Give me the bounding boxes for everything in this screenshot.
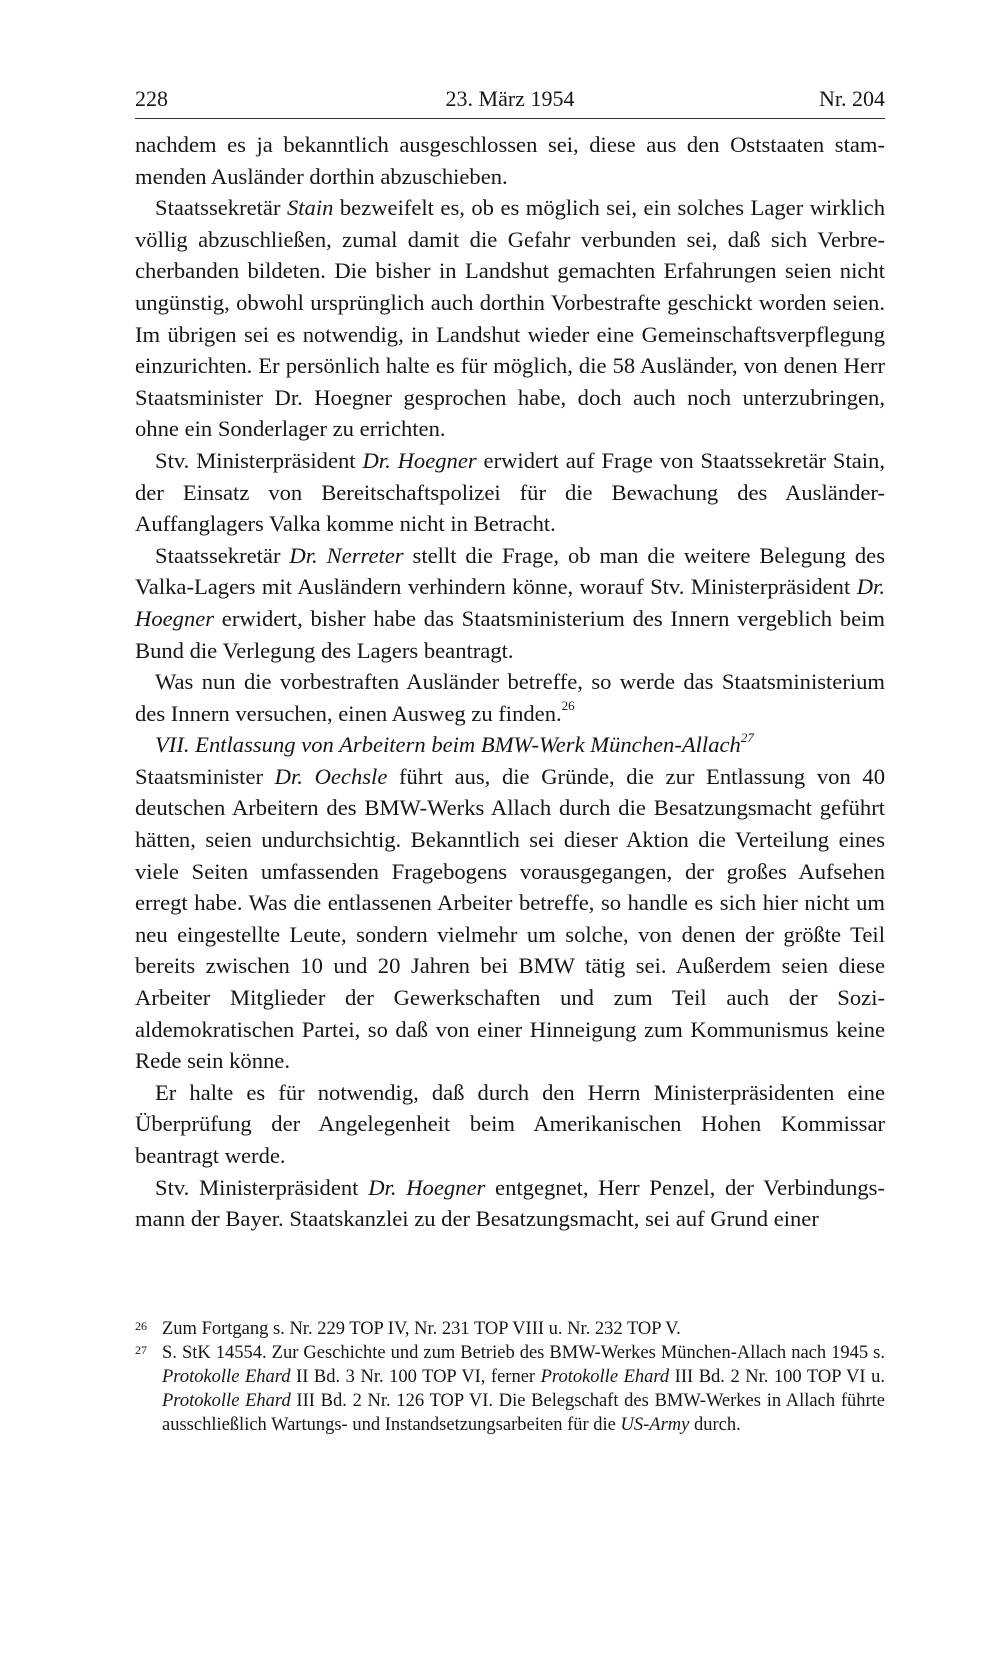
body-text [135, 129, 885, 1235]
footnote-text: III Bd. 2 Nr. 126 TOP VI. Die Belegschaft des BMW-Werkes in Allach führte ausschließlich Wartungs- und Instandsetzungsarbeiten für die [162, 1391, 885, 1435]
paragraph-2-lead: Staatssekretär [155, 195, 287, 221]
page-number: 228 [135, 86, 168, 111]
citation-title: Protokolle Ehard [540, 1367, 670, 1387]
section-heading [135, 729, 885, 761]
document-number: Nr. 204 [819, 86, 885, 111]
paragraph-3-lead: Stv. Ministerpräsident [155, 447, 363, 473]
paragraph-4-mid: stellt die Frage, ob man die weitere Belegung des Valka-Lagers mit Ausländern verhindern könne, worauf Stv. Ministerpräsident [135, 542, 885, 600]
speaker-name: Dr. Hoegner [362, 447, 477, 473]
paragraph-6-lead: Staatsminister [135, 763, 275, 789]
footnote-26 [135, 1317, 885, 1341]
footnote-ref-26[interactable]: 26 [561, 698, 575, 714]
paragraph-7: Er halte es für notwendig, daß durch den Herrn Ministerpräsidenten eine Überprüfung der Angelegenheit beim Amerikanischen Hohen Kommissar beantragt werde. [135, 1079, 885, 1168]
citation-title: Protokolle Ehard [162, 1367, 291, 1387]
paragraph-4 [135, 540, 885, 666]
paragraph-8-lead: Stv. Ministerpräsident [155, 1174, 369, 1200]
paragraph-6 [135, 761, 885, 1077]
footnote-number: 27 [135, 1343, 147, 1357]
speaker-name: Dr. Nerreter [289, 542, 404, 568]
paragraph-3 [135, 445, 885, 540]
footnote-ref-27[interactable]: 27 [740, 729, 754, 745]
speaker-name: Dr. Oechsle [274, 763, 388, 789]
footnote-text: II Bd. 3 Nr. 100 TOP VI, ferner [290, 1367, 541, 1387]
footnote-text: S. StK 14554. Zur Geschichte und zum Betrieb des BMW-Werkes München-Allach nach 1945 s. [162, 1343, 885, 1363]
paragraph-8 [135, 1172, 885, 1235]
footnotes [135, 1317, 885, 1437]
running-header [135, 80, 885, 119]
paragraph-1: nachdem es ja bekanntlich ausgeschlossen sei, diese aus den Oststaaten stammenden Ausländer dorthin abzuschieben. [135, 132, 885, 189]
speaker-name: Dr. Hoegner [135, 574, 885, 631]
citation-title: US-Army [620, 1415, 690, 1435]
paragraph-2-text: bezweifelt es, ob es möglich sei, ein solches Lager wirklich völlig abzuschließen, zumal damit die Gefahr verbunden sei, daß sich Verbrecherbanden bildeten. Die bisher in Landshut gemachten Erfahrungen seien nicht ungünstig, obwohl ursprünglich auch dorthin Vorbestrafte geschickt worden seien. Im übrigen sei es notwendig, in Landshut wieder eine Gemeinschaftsverpflegung einzurichten. Er persönlich halte es für möglich, die 58 Ausländer, von denen Herr Staatsminister Dr. Hoegner gesprochen habe, doch auch noch unterzubringen, ohne ein Sonderlager zu errichten. [135, 195, 885, 442]
paragraph-5-text: Was nun die vorbestraften Ausländer betreffe, so werde das Staatsministerium des Innern versuchen, einen Ausweg zu finden. [135, 669, 885, 726]
footnote-27 [135, 1341, 885, 1437]
footnote-text: Zum Fortgang s. Nr. 229 TOP IV, Nr. 231 TOP VIII u. Nr. 232 TOP V. [162, 1319, 681, 1339]
citation-title: Protokolle Ehard [162, 1391, 291, 1411]
paragraph-6-text: führt aus, die Gründe, die zur Entlassung von 40 deutschen Arbeitern des BMW-Werks Allach durch die Besatzungsmacht geführt hätten, seien undurchsichtig. Bekanntlich sei dieser Aktion die Verteilung eines viele Seiten umfassenden Fragebogens vorausgegangen, der großes Aufsehen erregt habe. Was die entlassenen Arbeiter betreffe, so handle es sich hier nicht um neu eingestellte Leute, sondern vielmehr um solche, von denen der größte Teil bereits zwischen 10 und 20 Jahren bei BMW tätig sei. Außerdem seien diese Arbeiter Mitglieder der Gewerkschaften und zum Teil auch der Sozialdemokratischen Partei, so daß von einer Hinneigung zum Kommunismus keine Rede sein könne. [135, 763, 885, 1074]
speaker-name: Dr. Hoegner [368, 1174, 486, 1200]
paragraph-4-lead: Staatssekretär [155, 542, 290, 568]
paragraph-4-text: erwidert, bisher habe das Staatsministerium des Innern vergeblich beim Bund die Verlegung des Lagers beantragt. [135, 605, 885, 663]
speaker-name: Stain [286, 195, 334, 221]
section-heading-text: VII. Entlassung von Arbeitern beim BMW-Werk München-Allach [155, 732, 741, 758]
footnote-number: 26 [135, 1319, 147, 1333]
paragraph-2 [135, 192, 885, 445]
header-date: 23. März 1954 [445, 86, 575, 111]
paragraph-3-text: erwidert auf Frage von Staatssekretär Stain, der Einsatz von Bereitschaftspolizei für die Bewachung des Ausländer-Auffanglagers Valka komme nicht in Betracht. [135, 447, 885, 537]
document-page [135, 80, 885, 1235]
paragraph-8-text: entgegnet, Herr Penzel, der Verbindungsmann der Bayer. Staatskanzlei zu der Besatzungsmacht, sei auf Grund einer [135, 1174, 886, 1232]
footnote-text: durch. [689, 1415, 741, 1435]
paragraph-5 [135, 666, 885, 729]
footnote-text: III Bd. 2 Nr. 100 TOP VI u. [669, 1367, 885, 1387]
